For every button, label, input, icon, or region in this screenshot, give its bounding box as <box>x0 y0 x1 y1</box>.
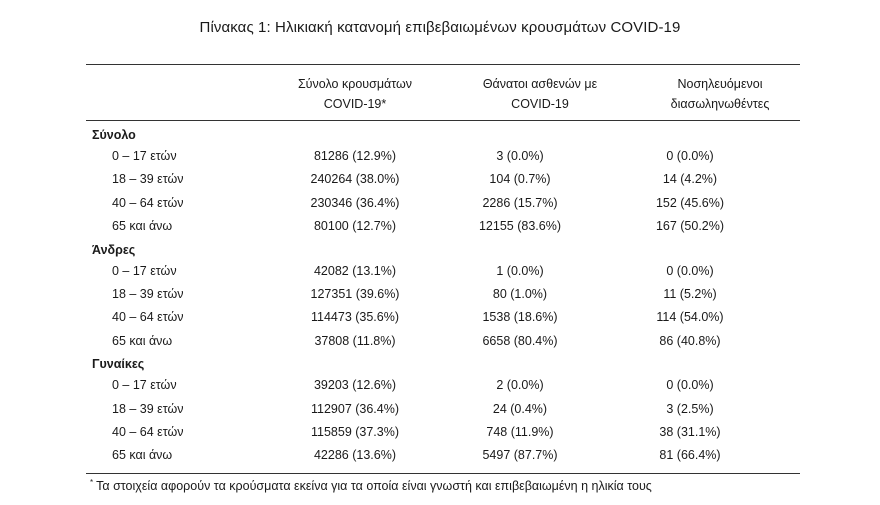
table-group-men <box>86 241 800 354</box>
table-bottom-rule <box>86 473 800 474</box>
cases-cell: 80100 (12.7%) <box>313 219 396 234</box>
footnote <box>90 478 652 493</box>
table-row <box>86 192 800 215</box>
table-row <box>86 306 800 329</box>
deaths-cell: 104 (0.7%) <box>489 172 551 187</box>
cases-cell: 42286 (13.6%) <box>313 448 396 463</box>
cases-cell: 81286 (12.9%) <box>313 149 396 163</box>
age-cell: 18 – 39 ετών <box>112 401 184 416</box>
table-row <box>86 260 800 283</box>
table-row <box>86 444 800 467</box>
intubated-cell: 167 (50.2%) <box>655 219 725 234</box>
intubated-cell: 14 (4.2%) <box>662 172 718 187</box>
table-row <box>86 283 800 306</box>
deaths-cell: 2 (0.0%) <box>496 378 544 393</box>
table-body <box>86 124 800 468</box>
intubated-cell: 38 (31.1%) <box>659 424 721 439</box>
column-header-deaths: Θάνατοι ασθενών με COVID-19 <box>482 77 598 111</box>
footnote-mark: * <box>90 478 94 487</box>
intubated-cell: 3 (2.5%) <box>666 401 714 416</box>
table-group-women <box>86 355 800 468</box>
age-cell: 40 – 64 ετών <box>112 195 184 210</box>
age-cell: 65 και άνω <box>112 219 173 234</box>
table-row <box>86 145 800 168</box>
table-row <box>86 421 800 444</box>
deaths-cell: 5497 (87.7%) <box>482 448 558 463</box>
age-cell: 40 – 64 ετών <box>112 310 184 325</box>
deaths-cell: 80 (1.0%) <box>492 286 548 301</box>
group-label: Άνδρες <box>92 242 136 257</box>
table-row <box>86 374 800 397</box>
intubated-cell: 81 (66.4%) <box>659 448 721 463</box>
table-top-rule <box>86 64 800 65</box>
cases-cell: 39203 (12.6%) <box>313 378 396 393</box>
cases-cell: 230346 (36.4%) <box>310 195 400 210</box>
table-group-total <box>86 126 800 239</box>
deaths-cell: 6658 (80.4%) <box>482 333 558 348</box>
intubated-cell: 152 (45.6%) <box>655 195 725 210</box>
group-label: Σύνολο <box>92 128 136 142</box>
intubated-cell: 0 (0.0%) <box>666 263 714 278</box>
deaths-cell: 24 (0.4%) <box>492 401 548 416</box>
age-cell: 18 – 39 ετών <box>112 172 184 187</box>
age-cell: 65 και άνω <box>112 333 173 348</box>
age-cell: 0 – 17 ετών <box>112 149 177 163</box>
cases-cell: 37808 (11.8%) <box>314 333 396 348</box>
table-row <box>86 215 800 238</box>
table-row <box>86 330 800 353</box>
table-row <box>86 168 800 191</box>
footnote-text: Τα στοιχεία αφορούν τα κρούσματα εκείνα για τα οποία είναι γνωστή και επιβεβαιωμένη η ηλικία τους <box>96 479 652 493</box>
column-header-intubated: Νοσηλευόμενοι διασωληνωθέντες <box>670 77 770 111</box>
cases-cell: 127351 (39.6%) <box>310 286 400 301</box>
cases-cell: 240264 (38.0%) <box>310 172 400 187</box>
intubated-cell: 86 (40.8%) <box>659 333 721 348</box>
cases-cell: 112907 (36.4%) <box>310 401 400 416</box>
cases-cell: 115859 (37.3%) <box>310 424 400 439</box>
group-label: Γυναίκες <box>92 357 145 372</box>
deaths-cell: 1 (0.0%) <box>496 263 544 278</box>
deaths-cell: 3 (0.0%) <box>496 149 544 163</box>
deaths-cell: 1538 (18.6%) <box>482 310 558 325</box>
intubated-cell: 0 (0.0%) <box>666 149 714 163</box>
column-header-total-cases: Σύνολο κρουσμάτων COVID-19* <box>297 77 413 111</box>
deaths-cell: 748 (11.9%) <box>486 424 554 439</box>
age-cell: 18 – 39 ετών <box>112 286 184 301</box>
intubated-cell: 114 (54.0%) <box>656 310 724 325</box>
age-cell: 65 και άνω <box>112 448 173 463</box>
table-title: Πίνακας 1: Ηλικιακή κατανομή επιβεβαιωμένων κρουσμάτων COVID-19 <box>199 19 681 36</box>
cases-cell: 42082 (13.1%) <box>313 263 396 278</box>
deaths-cell: 2286 (15.7%) <box>482 195 558 210</box>
table-header-rule <box>86 120 800 121</box>
age-cell: 40 – 64 ετών <box>112 424 184 439</box>
intubated-cell: 0 (0.0%) <box>666 378 714 393</box>
age-cell: 0 – 17 ετών <box>112 378 177 393</box>
intubated-cell: 11 (5.2%) <box>663 286 717 301</box>
age-cell: 0 – 17 ετών <box>112 263 177 278</box>
table-row <box>86 398 800 421</box>
deaths-cell: 12155 (83.6%) <box>478 219 561 234</box>
cases-cell: 114473 (35.6%) <box>310 310 400 325</box>
